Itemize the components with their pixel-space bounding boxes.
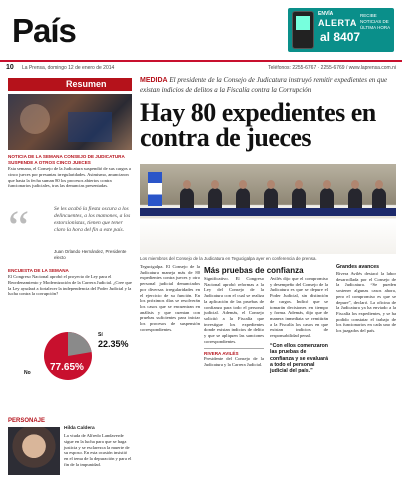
- column-4-subhead: Grandes avances: [336, 264, 379, 270]
- resumen-header: Resumen: [8, 78, 132, 91]
- personaje-photo: [8, 427, 60, 475]
- masthead: [0, 0, 402, 62]
- photo-person: [372, 188, 386, 210]
- main-article: [140, 72, 396, 476]
- pie-slice-yes: [68, 332, 92, 356]
- pull-quote: “Con ellos comenzaron las pruebas de confianza y se evaluará a todo el personal judicial del país.”: [270, 342, 328, 375]
- ad-note: RECIBE NOTICIAS DE ÚLTIMA HORA: [360, 13, 391, 30]
- poll-yes-percent: 22.35%: [98, 339, 129, 349]
- info-box: [204, 348, 264, 367]
- photo-table: [140, 208, 396, 216]
- article-subhead: Más pruebas de confianza: [204, 266, 304, 275]
- info-box-text: Presidente del Consejo de la Judicatura y la Carrera Judicial.: [204, 356, 264, 368]
- photo-person: [236, 188, 250, 210]
- info-box-title: RIVERA AVILÉS: [204, 351, 239, 357]
- article-headline: Hay 80 expedientes en contra de jueces: [140, 98, 376, 152]
- news-of-week-title: NOTICIA DE LA SEMANA CONSEJO DE JUDICATURA SUSPENDE A OTROS CINCO JUECES: [8, 154, 125, 165]
- personaje-header: PERSONAJE: [8, 418, 46, 424]
- personaje-name: Hilda Caldera: [64, 426, 95, 431]
- article-column-4: [336, 264, 396, 334]
- phone-icon: [292, 11, 314, 49]
- kicker-label: MEDIDA: [140, 77, 168, 84]
- ad-send-label: ENVÍA: [318, 11, 334, 17]
- poll-of-week: [8, 268, 132, 297]
- ad-shortcode: al 8407: [320, 30, 361, 44]
- personaje-text: La viuda de Alfredo Landaverde sigue en la lucha para que se haga justicia y se esclarezca la muerte de su esposo. En esta ocasión insistió en el tema de la depuración y para el fin de la impunidad.: [64, 433, 132, 467]
- sms-alert-ad[interactable]: [288, 8, 394, 52]
- poll-yes-label: Sí: [98, 332, 103, 338]
- article-column-1: [140, 264, 200, 332]
- section-title: País: [12, 12, 76, 49]
- ad-alert-label: ALERTA: [318, 18, 357, 28]
- poll-no-percent: 77.65%: [50, 362, 84, 373]
- news-of-week: [8, 154, 132, 189]
- folio-bar: [0, 63, 402, 72]
- column-4-text: Rivera Avilés destacó la labor desarrollada por el Consejo de la Judicatura. “Se pueden sostener algunas casos ahora, pero el compromiso es que se depure”, declaró. La oficina de la Judicatura ya ha enviado a la Fiscalía los expedientes, y se ha podido constatar el trabajo de los funcionarios en cada uno de los juzgados del país.: [336, 271, 396, 334]
- kicker-text: El presidente de la Consejo de Judicatura instruyó remitir expedientes en que existan indicios de delitos a la Fiscalía contra la Corrupción: [140, 76, 388, 94]
- page-number: 10: [6, 64, 14, 71]
- folio-contact: Teléfonos: 2255-6767 · 2255-6769 / www.laprensa.com.ni: [268, 65, 396, 71]
- main-photo: [140, 164, 396, 254]
- folio-date: La Prensa, domingo 12 de enero de 2014: [22, 65, 115, 71]
- photo-person: [320, 188, 334, 210]
- column-1-text: Tegucigalpa. El Consejo de la Judicatura maneja más de 80 expedientes contra jueces y otro personal judicial denunciados por diversas irregularidades en el ejercicio de su función. En los próximos días se resolverán los casos que se encuentran en análisis y que cuentan con pruebas suficientes para iniciar los procesos de suspensión correspondientes.: [140, 264, 200, 332]
- article-kicker: [140, 76, 396, 94]
- news-photo: [8, 94, 132, 150]
- quote-mark-icon: “: [8, 201, 30, 254]
- poll-no-label: No: [24, 370, 31, 376]
- news-of-week-text: Esta semana, el Consejo de la Judicatura suspendió de sus cargos a cinco jueces por presuntas irregularidades. Asimismo, anunciaron que hasta la fecha suman 80 los procesos abiertos contra funcionarios judiciales, tras las denuncias presentadas.: [8, 166, 131, 189]
- flag-image: [148, 172, 162, 206]
- article-column-3: [270, 276, 328, 375]
- photo-person: [180, 188, 194, 210]
- poll-question: El Congreso Nacional aprobó el proyecto de Ley para el Reordenamiento y Modernización de la Carrera Judicial. ¿Cree que la Ley ayudará a fortalecer la independencia del Poder Judicial y la lucha contra la corrupción?: [8, 274, 132, 297]
- column-3-text: Avilés dijo que el compromiso y desempeño del Consejo de la Judicatura es que se depure el Poder Judicial, sin distinción de cargos. Indicó que se tomarán decisiones en tiempo y forma. Además, dijo que de manera inmediata se remitirán a la Fiscalía los casos en que existan indicios de responsabilidad penal.: [270, 276, 328, 339]
- photo-caption: Los miembros del Consejo de la Judicatura en Tegucigalpa ayer en conferencia de prensa.: [140, 256, 317, 261]
- poll-title: ENCUESTA DE LA SEMANA: [8, 268, 69, 273]
- photo-person: [348, 188, 362, 210]
- summary-sidebar: [8, 78, 132, 476]
- photo-person: [292, 188, 306, 210]
- article-column-2: [204, 276, 264, 368]
- column-2-text: Significativo. El Congreso Nacional aprobó reformas a la Ley del Consejo de la Judicatura con el cual se realiza la aplicación de las pruebas de confianza para todo el personal judicial. Además, el Consejo solicitó a la Fiscalía que investigue los expedientes donde existan indicios de delito y que se apliquen las sanciones correspondientes.: [204, 276, 264, 344]
- photo-person: [264, 188, 278, 210]
- quote-text: Se les acabó la fiesta oscura a los delincuentes, a los mamones, a los extorsionistas, tienen que tener claro la hora del fin a este país.: [54, 206, 131, 233]
- photo-person: [208, 188, 222, 210]
- quote-author: Juan Orlando Hernández, Presidente electo: [54, 249, 127, 260]
